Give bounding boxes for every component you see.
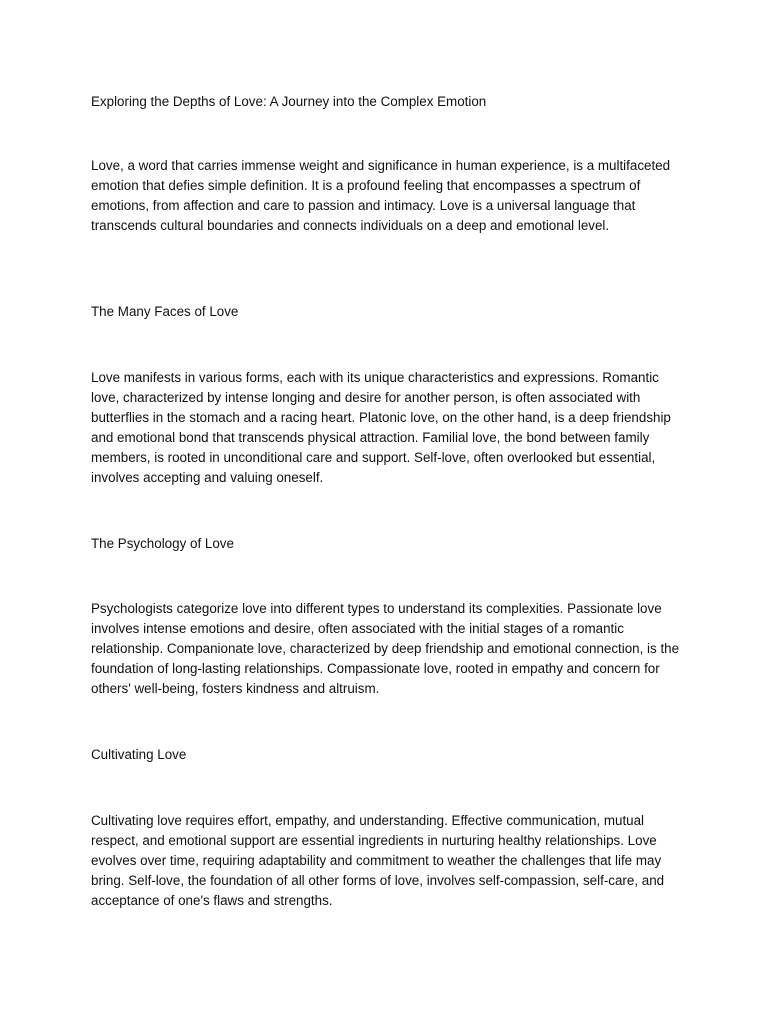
section-heading: Cultivating Love	[91, 747, 187, 762]
section-paragraph: Psychologists categorize love into different types to understand its complexities. Passionate love involves intense emotions and desire, often associated with the initial stages of a romantic relationship. Companionate love, characterized by deep friendship and emotional connection, is the foundation of long-lasting relationships. Compassionate love, rooted in empathy and concern for others' well-being, fosters kindness and altruism.	[91, 601, 680, 696]
intro-paragraph: Love, a word that carries immense weight and significance in human experience, is a multifaceted emotion that defies simple definition. It is a profound feeling that encompasses a spectrum of emotions, from affection and care to passion and intimacy. Love is a universal language that transcends cultural boundaries and connects individuals on a deep and emotional level.	[91, 158, 671, 233]
section-paragraph: Love manifests in various forms, each with its unique characteristics and expressions. Romantic love, characterized by intense longing and desire for another person, is often associated with butterflies in the stomach and a racing heart. Platonic love, on the other hand, is a deep friendship and emotional bond that transcends physical attraction. Familial love, the bond between family members, is rooted in unconditional care and support. Self-love, often overlooked but essential, involves accepting and valuing oneself.	[91, 370, 671, 485]
document-title: Exploring the Depths of Love: A Journey into the Complex Emotion	[91, 94, 487, 109]
section-heading: The Psychology of Love	[91, 536, 234, 551]
section-heading: The Many Faces of Love	[91, 304, 239, 319]
section-paragraph: Cultivating love requires effort, empathy, and understanding. Effective communication, mutual respect, and emotional support are essential ingredients in nurturing healthy relationships. Love evolves over time, requiring adaptability and commitment to weather the challenges that life may bring. Self-love, the foundation of all other forms of love, involves self-compassion, self-care, and acceptance of one's flaws and strengths.	[91, 813, 665, 908]
